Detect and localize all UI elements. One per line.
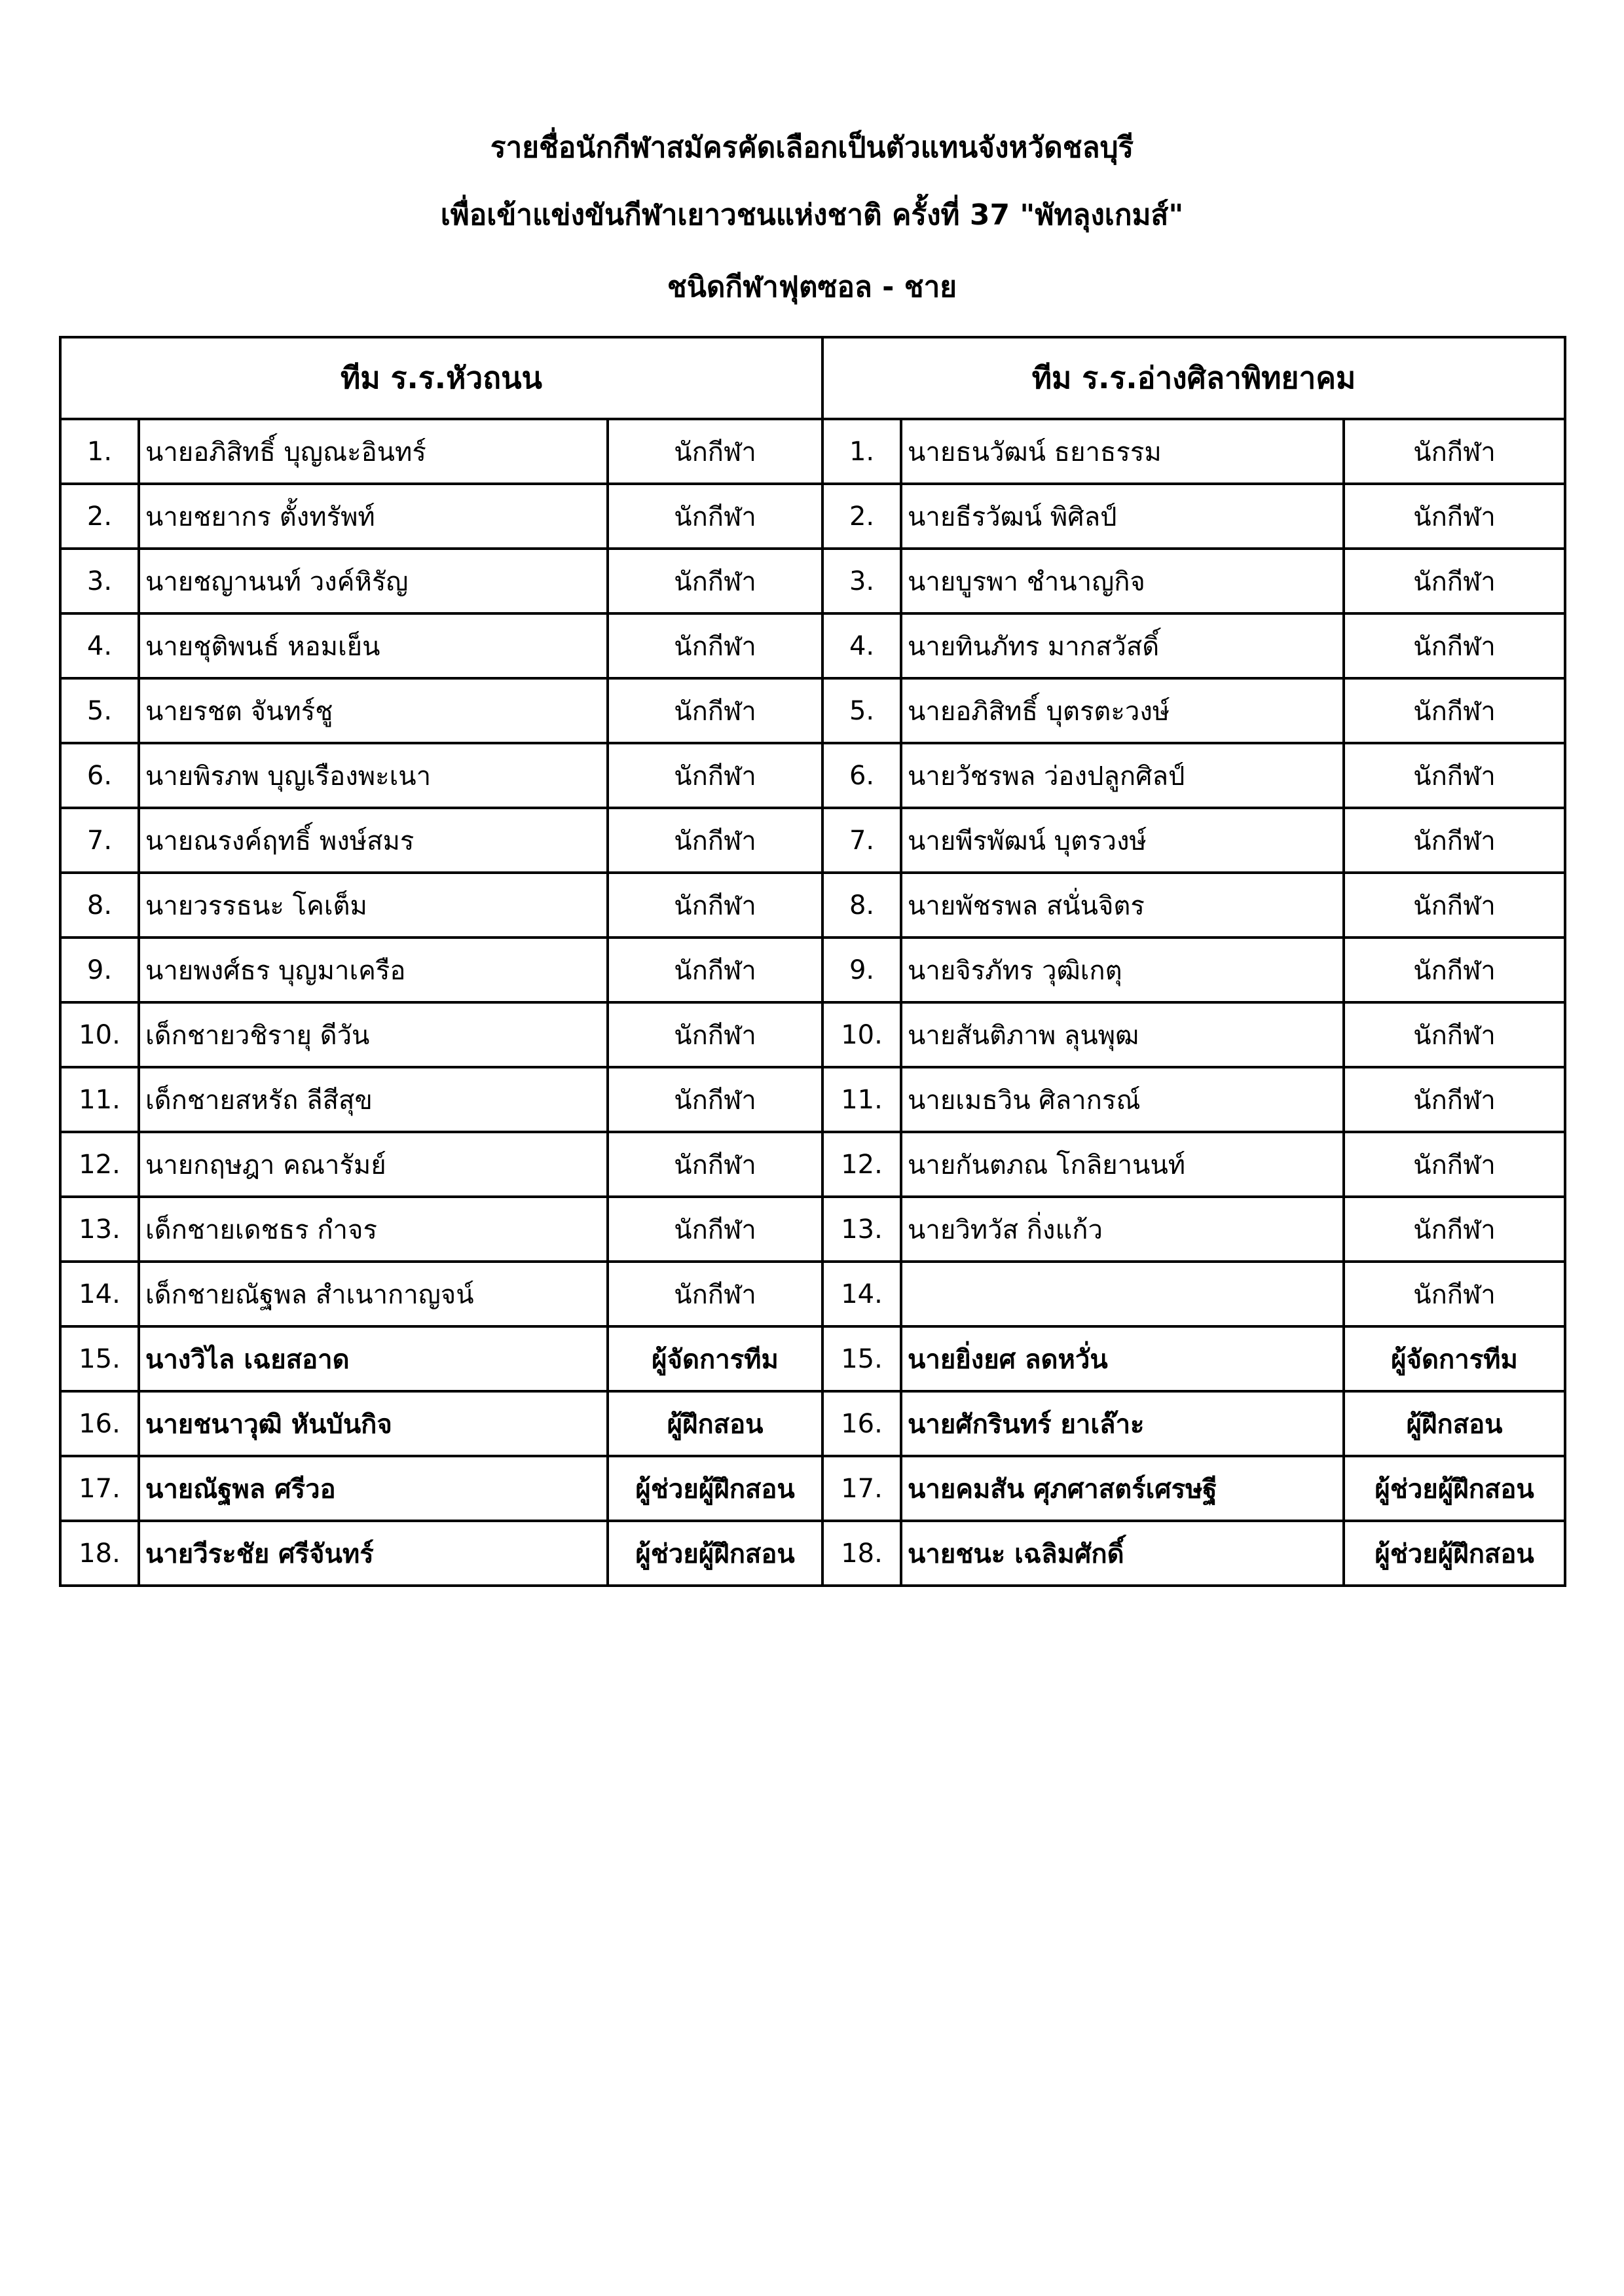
right-member-role: นักกีฬา xyxy=(1344,484,1565,549)
right-member-number: 12. xyxy=(822,1132,901,1197)
left-member-name: นายชุติพนธ์ หอมเย็น xyxy=(139,613,608,678)
right-member-name: นายวัชรพล ว่องปลูกศิลป์ xyxy=(901,743,1344,808)
right-member-name: นายเมธวิน ศิลากรณ์ xyxy=(901,1067,1344,1132)
left-member-role: นักกีฬา xyxy=(608,1067,822,1132)
right-member-role: นักกีฬา xyxy=(1344,938,1565,1002)
left-member-number: 8. xyxy=(60,873,139,938)
right-member-name: นายธนวัฒน์ ธยาธรรม xyxy=(901,419,1344,484)
left-member-name: นายวีระชัย ศรีจันทร์ xyxy=(139,1521,608,1586)
table-row xyxy=(60,743,1565,808)
left-member-role: ผู้จัดการทีม xyxy=(608,1326,822,1391)
right-member-name: นายพัชรพล สนั่นจิตร xyxy=(901,873,1344,938)
roster-table xyxy=(59,336,1566,1587)
team-name-left: ทีม ร.ร.หัวถนน xyxy=(60,337,822,419)
right-member-role: ผู้จัดการทีม xyxy=(1344,1326,1565,1391)
table-row xyxy=(60,1002,1565,1067)
left-member-role: นักกีฬา xyxy=(608,808,822,873)
table-row xyxy=(60,1391,1565,1456)
right-member-name: นายศักรินทร์ ยาเล๊าะ xyxy=(901,1391,1344,1456)
left-member-name: นางวิไล เฉยสอาด xyxy=(139,1326,608,1391)
left-member-name: นายรชต จันทร์ชู xyxy=(139,678,608,743)
left-member-name: เด็กชายสหรัถ ลีสีสุข xyxy=(139,1067,608,1132)
right-member-number: 6. xyxy=(822,743,901,808)
right-member-role: นักกีฬา xyxy=(1344,549,1565,613)
right-member-number: 3. xyxy=(822,549,901,613)
sport-type-heading: ชนิดกีฬาฟุตซอล - ชาย xyxy=(667,270,957,304)
table-row xyxy=(60,613,1565,678)
left-member-name: นายณัฐพล ศรีวอ xyxy=(139,1456,608,1521)
team-name-right: ทีม ร.ร.อ่างศิลาพิทยาคม xyxy=(822,337,1565,419)
left-member-role: ผู้ช่วยผู้ฝึกสอน xyxy=(608,1456,822,1521)
left-member-role: นักกีฬา xyxy=(608,1132,822,1197)
right-member-number: 13. xyxy=(822,1197,901,1262)
left-member-number: 15. xyxy=(60,1326,139,1391)
table-row xyxy=(60,938,1565,1002)
left-member-role: นักกีฬา xyxy=(608,1002,822,1067)
document-title: รายชื่อนักกีฬาสมัครคัดเลือกเป็นตัวแทนจังหวัดชลบุรี xyxy=(490,131,1134,164)
left-member-number: 12. xyxy=(60,1132,139,1197)
table-row xyxy=(60,549,1565,613)
left-member-role: นักกีฬา xyxy=(608,549,822,613)
right-member-number: 10. xyxy=(822,1002,901,1067)
left-member-role: นักกีฬา xyxy=(608,613,822,678)
left-member-name: นายชญานนท์ วงค์หิรัญ xyxy=(139,549,608,613)
right-member-name: นายยิ่งยศ ลดหวั่น xyxy=(901,1326,1344,1391)
right-member-number: 9. xyxy=(822,938,901,1002)
left-member-number: 13. xyxy=(60,1197,139,1262)
left-member-number: 4. xyxy=(60,613,139,678)
left-member-name: นายพงศ์ธร บุญมาเครือ xyxy=(139,938,608,1002)
left-member-name: นายกฤษฎา คณารัมย์ xyxy=(139,1132,608,1197)
left-member-role: นักกีฬา xyxy=(608,484,822,549)
left-member-role: นักกีฬา xyxy=(608,873,822,938)
right-member-number: 2. xyxy=(822,484,901,549)
left-member-number: 2. xyxy=(60,484,139,549)
left-member-role: นักกีฬา xyxy=(608,743,822,808)
left-member-number: 10. xyxy=(60,1002,139,1067)
right-member-role: นักกีฬา xyxy=(1344,1262,1565,1326)
right-member-role: นักกีฬา xyxy=(1344,808,1565,873)
right-member-role: ผู้ช่วยผู้ฝึกสอน xyxy=(1344,1521,1565,1586)
left-member-role: ผู้ช่วยผู้ฝึกสอน xyxy=(608,1521,822,1586)
right-member-name: นายจิรภัทร วุฒิเกตุ xyxy=(901,938,1344,1002)
left-member-role: นักกีฬา xyxy=(608,419,822,484)
left-member-role: นักกีฬา xyxy=(608,1262,822,1326)
left-member-number: 9. xyxy=(60,938,139,1002)
right-member-role: นักกีฬา xyxy=(1344,873,1565,938)
table-row xyxy=(60,1262,1565,1326)
table-row xyxy=(60,419,1565,484)
left-member-number: 5. xyxy=(60,678,139,743)
left-member-number: 14. xyxy=(60,1262,139,1326)
right-member-role: นักกีฬา xyxy=(1344,1197,1565,1262)
left-member-number: 18. xyxy=(60,1521,139,1586)
table-row xyxy=(60,808,1565,873)
left-member-name: นายชนาวุฒิ หันบันกิจ xyxy=(139,1391,608,1456)
table-row xyxy=(60,1067,1565,1132)
right-member-role: นักกีฬา xyxy=(1344,678,1565,743)
right-member-name: นายวิทวัส กิ่งแก้ว xyxy=(901,1197,1344,1262)
right-member-number: 16. xyxy=(822,1391,901,1456)
right-member-number: 15. xyxy=(822,1326,901,1391)
right-member-number: 4. xyxy=(822,613,901,678)
table-row xyxy=(60,1197,1565,1262)
left-member-number: 3. xyxy=(60,549,139,613)
left-member-name: นายชยากร ตั้งทรัพท์ xyxy=(139,484,608,549)
right-member-role: ผู้ช่วยผู้ฝึกสอน xyxy=(1344,1456,1565,1521)
table-row xyxy=(60,678,1565,743)
right-member-number: 1. xyxy=(822,419,901,484)
right-member-role: นักกีฬา xyxy=(1344,1002,1565,1067)
left-member-name: เด็กชายณัฐพล สำเนากาญจน์ xyxy=(139,1262,608,1326)
left-member-number: 6. xyxy=(60,743,139,808)
left-member-role: ผู้ฝึกสอน xyxy=(608,1391,822,1456)
left-member-number: 16. xyxy=(60,1391,139,1456)
right-member-name xyxy=(901,1262,1344,1326)
left-member-role: นักกีฬา xyxy=(608,1197,822,1262)
table-row xyxy=(60,873,1565,938)
right-member-name: นายกันตภณ โกลิยานนท์ xyxy=(901,1132,1344,1197)
left-member-number: 17. xyxy=(60,1456,139,1521)
left-member-name: เด็กชายเดชธร กำจร xyxy=(139,1197,608,1262)
left-member-name: นายวรรธนะ โคเต็ม xyxy=(139,873,608,938)
right-member-number: 5. xyxy=(822,678,901,743)
right-member-name: นายธีรวัฒน์ พิศิลป์ xyxy=(901,484,1344,549)
document-subtitle: เพื่อเข้าแข่งขันกีฬาเยาวชนแห่งชาติ ครั้งที่ 37 "พัทลุงเกมส์" xyxy=(440,198,1184,232)
right-member-number: 11. xyxy=(822,1067,901,1132)
right-member-role: นักกีฬา xyxy=(1344,419,1565,484)
right-member-name: นายสันติภาพ ลุนพุฒ xyxy=(901,1002,1344,1067)
table-row xyxy=(60,1521,1565,1586)
table-row xyxy=(60,1456,1565,1521)
left-member-number: 1. xyxy=(60,419,139,484)
right-member-name: นายชนะ เฉลิมศักดิ์ xyxy=(901,1521,1344,1586)
left-member-name: นายณรงค์ฤทธิ์ พงษ์สมร xyxy=(139,808,608,873)
right-member-number: 7. xyxy=(822,808,901,873)
right-member-role: นักกีฬา xyxy=(1344,1132,1565,1197)
right-member-role: นักกีฬา xyxy=(1344,743,1565,808)
right-member-name: นายบูรพา ชำนาญกิจ xyxy=(901,549,1344,613)
right-member-name: นายคมสัน ศุภศาสตร์เศรษฐี xyxy=(901,1456,1344,1521)
left-member-number: 11. xyxy=(60,1067,139,1132)
table-row xyxy=(60,1326,1565,1391)
left-member-name: นายอภิสิทธิ์ บุญณะอินทร์ xyxy=(139,419,608,484)
table-row xyxy=(60,1132,1565,1197)
right-member-role: นักกีฬา xyxy=(1344,1067,1565,1132)
right-member-role: ผู้ฝึกสอน xyxy=(1344,1391,1565,1456)
right-member-number: 14. xyxy=(822,1262,901,1326)
right-member-number: 8. xyxy=(822,873,901,938)
left-member-name: เด็กชายวชิรายุ ดีวัน xyxy=(139,1002,608,1067)
right-member-name: นายทินภัทร มากสวัสดิ์ xyxy=(901,613,1344,678)
left-member-role: นักกีฬา xyxy=(608,938,822,1002)
left-member-role: นักกีฬา xyxy=(608,678,822,743)
right-member-name: นายพีรพัฒน์ บุตรวงษ์ xyxy=(901,808,1344,873)
left-member-name: นายพิรภพ บุญเรืองพะเนา xyxy=(139,743,608,808)
right-member-role: นักกีฬา xyxy=(1344,613,1565,678)
team-header-row xyxy=(60,337,1565,419)
table-row xyxy=(60,484,1565,549)
left-member-number: 7. xyxy=(60,808,139,873)
right-member-number: 17. xyxy=(822,1456,901,1521)
right-member-name: นายอภิสิทธิ์ บุตรตะวงษ์ xyxy=(901,678,1344,743)
right-member-number: 18. xyxy=(822,1521,901,1586)
